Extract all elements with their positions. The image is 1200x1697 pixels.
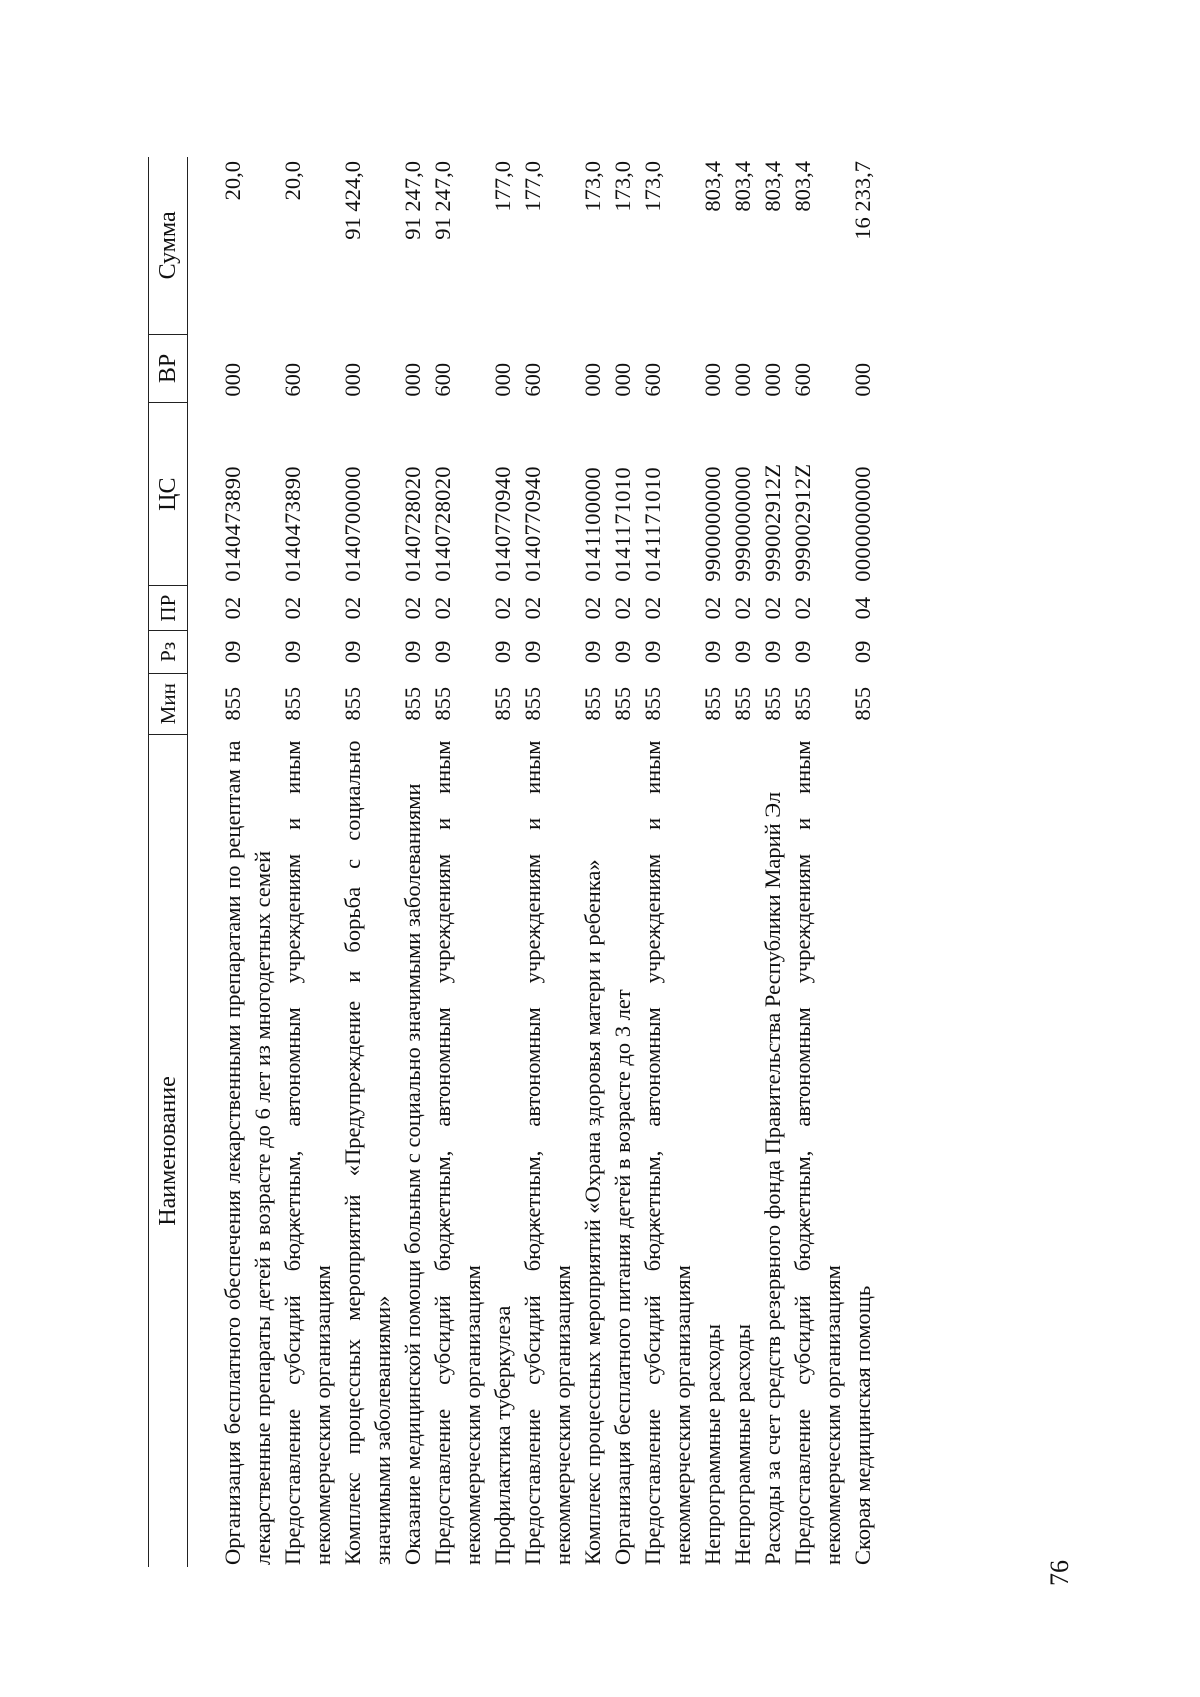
row-min: 855 (490, 686, 516, 721)
row-rz: 09 (400, 640, 426, 664)
row-vr: 600 (280, 362, 306, 397)
row-pr: 02 (220, 596, 246, 620)
row-sum: 20,0 (280, 161, 306, 201)
row-sum: 803,4 (790, 161, 816, 212)
row-name: Предоставление субсидий бюджетным, автономным учреждениям и иным некоммерческим организациям (640, 740, 696, 1565)
table-row (338, 157, 398, 1567)
row-pr: 02 (490, 596, 516, 620)
row-cs: 0141171010 (640, 467, 666, 582)
row-sum: 20,0 (220, 161, 246, 201)
budget-table (148, 157, 878, 1567)
row-vr: 600 (430, 362, 456, 397)
row-cs: 9900000000 (700, 466, 726, 582)
row-name: Профилактика туберкулеза (490, 1305, 516, 1565)
row-name: Предоставление субсидий бюджетным, автономным учреждениям и иным некоммерческим организациям (790, 740, 846, 1565)
row-cs: 0000000000 (850, 466, 876, 582)
row-cs: 0140728020 (400, 466, 426, 582)
row-sum: 803,4 (700, 161, 726, 212)
row-rz: 09 (640, 640, 666, 664)
row-pr: 02 (640, 596, 666, 620)
table-row (788, 157, 848, 1567)
header-cs: ЦС (149, 403, 188, 586)
table-row (848, 157, 878, 1567)
row-rz: 09 (610, 640, 636, 664)
page-number: 76 (1045, 1560, 1074, 1586)
row-vr: 000 (340, 362, 366, 397)
row-rz: 09 (430, 640, 456, 664)
row-sum: 173,0 (580, 161, 606, 212)
header-name: Наименование (149, 734, 188, 1567)
row-cs: 0140770940 (520, 466, 546, 582)
row-pr: 02 (340, 596, 366, 620)
table-row (398, 157, 428, 1567)
row-sum: 177,0 (490, 161, 516, 212)
row-rz: 09 (760, 640, 786, 664)
row-min: 855 (340, 686, 366, 721)
row-vr: 000 (580, 362, 606, 397)
row-min: 855 (790, 686, 816, 721)
row-pr: 02 (760, 596, 786, 620)
row-min: 855 (610, 686, 636, 721)
row-vr: 000 (220, 362, 246, 397)
row-min: 855 (700, 686, 726, 721)
table-body (188, 157, 879, 1567)
header-vr: ВР (149, 334, 188, 402)
row-pr: 02 (520, 596, 546, 620)
header-sum: Сумма (149, 157, 188, 334)
row-name: Предоставление субсидий бюджетным, автономным учреждениям и иным некоммерческим организациям (280, 740, 336, 1565)
row-vr: 000 (400, 362, 426, 397)
row-sum: 91 247,0 (430, 161, 456, 240)
row-min: 855 (640, 686, 666, 721)
table-row (278, 157, 338, 1567)
table-row (428, 157, 488, 1567)
row-rz: 09 (280, 640, 306, 664)
row-sum: 803,4 (760, 161, 786, 212)
row-name: Оказание медицинской помощи больным с социально значимыми заболеваниями (400, 783, 426, 1565)
row-sum: 16 233,7 (850, 161, 876, 240)
row-name: Предоставление субсидий бюджетным, автономным учреждениям и иным некоммерческим организациям (520, 740, 576, 1565)
row-rz: 09 (490, 640, 516, 664)
row-pr: 02 (400, 596, 426, 620)
row-pr: 02 (700, 596, 726, 620)
table-header (149, 157, 188, 1567)
row-sum: 91 247,0 (400, 161, 426, 240)
header-rz: Рз (149, 631, 188, 674)
row-vr: 000 (490, 362, 516, 397)
row-sum: 173,0 (610, 161, 636, 212)
row-cs: 0140728020 (430, 466, 456, 582)
table-row (488, 157, 518, 1567)
row-rz: 09 (790, 640, 816, 664)
row-vr: 000 (610, 362, 636, 397)
row-name: Предоставление субсидий бюджетным, автономным учреждениям и иным некоммерческим организациям (430, 740, 486, 1565)
row-pr: 04 (850, 596, 876, 620)
row-vr: 000 (700, 362, 726, 397)
row-pr: 02 (580, 596, 606, 620)
row-cs: 0140473890 (280, 466, 306, 582)
row-sum: 91 424,0 (340, 161, 366, 240)
row-pr: 02 (610, 596, 636, 620)
table-row (608, 157, 638, 1567)
table-row (578, 157, 608, 1567)
row-name: Комплекс процессных мероприятий «Охрана здоровья матери и ребенка» (580, 859, 606, 1565)
row-min: 855 (520, 686, 546, 721)
row-vr: 000 (730, 362, 756, 397)
row-vr: 000 (760, 362, 786, 397)
row-name: Организация бесплатного питания детей в возрасте до 3 лет (610, 989, 636, 1565)
table-row (518, 157, 578, 1567)
row-rz: 09 (700, 640, 726, 664)
row-min: 855 (280, 686, 306, 721)
table-row (698, 157, 728, 1567)
row-name: Расходы за счет средств резервного фонда Правительства Республики Марий Эл (760, 791, 786, 1565)
row-rz: 09 (520, 640, 546, 664)
row-name: Организация бесплатного обеспечения лекарственными препаратами по рецептам на лекарственные препараты детей в возрасте до 6 лет из многодетных семей (220, 740, 276, 1565)
row-vr: 000 (850, 362, 876, 397)
row-sum: 177,0 (520, 161, 546, 212)
row-cs: 0141171010 (610, 467, 636, 582)
row-rz: 09 (220, 640, 246, 664)
row-cs: 0140700000 (340, 466, 366, 582)
table-row (728, 157, 758, 1567)
row-min: 855 (730, 686, 756, 721)
row-pr: 02 (430, 596, 456, 620)
row-vr: 600 (790, 362, 816, 397)
row-name: Непрограммные расходы (730, 1324, 756, 1565)
row-vr: 600 (640, 362, 666, 397)
row-min: 855 (220, 686, 246, 721)
row-rz: 09 (340, 640, 366, 664)
table-row (188, 157, 279, 1567)
row-name: Непрограммные расходы (700, 1324, 726, 1565)
row-min: 855 (850, 686, 876, 721)
row-cs: 0141100000 (580, 467, 606, 582)
row-name: Скорая медицинская помощь (850, 1285, 876, 1565)
row-min: 855 (760, 686, 786, 721)
row-min: 855 (430, 686, 456, 721)
row-cs: 0140770940 (490, 466, 516, 582)
row-cs: 9990000000 (730, 466, 756, 582)
row-min: 855 (400, 686, 426, 721)
row-rz: 09 (580, 640, 606, 664)
row-cs: 999002912Z (760, 463, 786, 582)
row-min: 855 (580, 686, 606, 721)
row-rz: 09 (730, 640, 756, 664)
row-pr: 02 (280, 596, 306, 620)
row-vr: 600 (520, 362, 546, 397)
row-sum: 173,0 (640, 161, 666, 212)
row-name: Комплекс процессных мероприятий «Предупреждение и борьба с социально значимыми заболеваниями» (340, 740, 396, 1565)
row-sum: 803,4 (730, 161, 756, 212)
row-pr: 02 (730, 596, 756, 620)
row-rz: 09 (850, 640, 876, 664)
row-cs: 999002912Z (790, 463, 816, 582)
header-min: Мин (149, 673, 188, 734)
header-pr: ПР (149, 586, 188, 631)
row-cs: 0140473890 (220, 466, 246, 582)
row-pr: 02 (790, 596, 816, 620)
table-row (638, 157, 698, 1567)
table-row (758, 157, 788, 1567)
